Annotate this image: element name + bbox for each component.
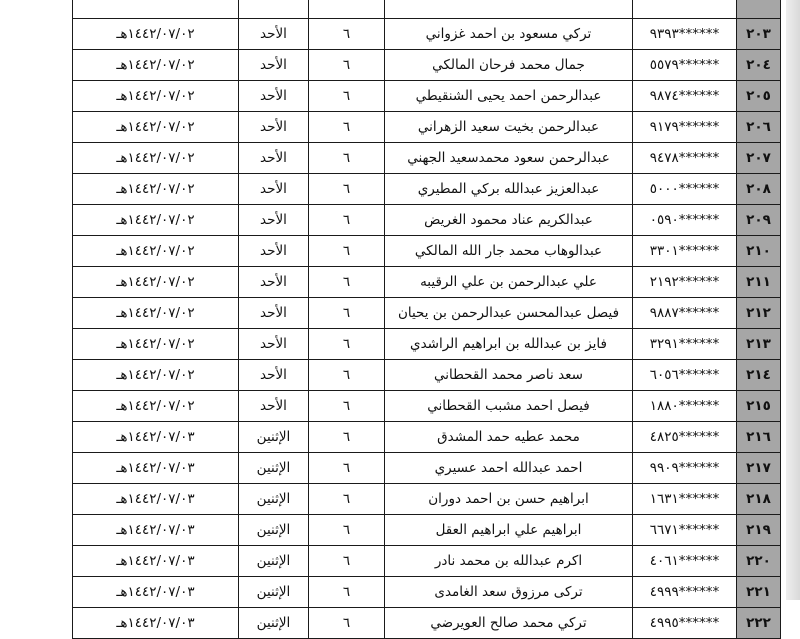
table-row — [73, 236, 781, 267]
trainee-name: اكرم عبدالله بن محمد نادر — [385, 546, 633, 577]
row-number: ٢٠٨ — [737, 174, 781, 205]
trainee-name: فيصل احمد مشبب القحطاني — [385, 391, 633, 422]
period-cell: ٦ — [309, 50, 385, 81]
row-number: ٢١٥ — [737, 391, 781, 422]
date-cell: ١٤٤٢/٠٧/٠٢هـ — [73, 81, 239, 112]
period-cell: ٦ — [309, 546, 385, 577]
trainee-name: عبدالكريم عناد محمود الغريض — [385, 205, 633, 236]
trainee-name: تركي محمد صالح العويرضي — [385, 608, 633, 639]
table-row — [73, 143, 781, 174]
table-row — [73, 50, 781, 81]
date-cell: ١٤٤٢/٠٧/٠٢هـ — [73, 360, 239, 391]
table-row — [73, 81, 781, 112]
id-number: ******٤٨٢٥ — [633, 422, 737, 453]
id-number: ******٩٨٨٧ — [633, 298, 737, 329]
row-number: ٢٢٢ — [737, 608, 781, 639]
row-number: ٢٠٥ — [737, 81, 781, 112]
trainee-name — [385, 0, 633, 19]
table-row — [73, 329, 781, 360]
id-number: ******٣٢٩١ — [633, 329, 737, 360]
period-cell: ٦ — [309, 267, 385, 298]
period-cell: ٦ — [309, 453, 385, 484]
table-row — [73, 422, 781, 453]
trainee-name: فايز بن عبدالله بن ابراهيم الراشدي — [385, 329, 633, 360]
day-cell: الأحد — [239, 360, 309, 391]
id-number: ******٩٤٧٨ — [633, 143, 737, 174]
trainee-name: عبدالوهاب محمد جار الله المالكي — [385, 236, 633, 267]
row-number: ٢١٩ — [737, 515, 781, 546]
day-cell — [239, 0, 309, 19]
table-row — [73, 484, 781, 515]
row-number: ٢١٦ — [737, 422, 781, 453]
row-number: ٢٠٩ — [737, 205, 781, 236]
trainee-name: عبدالعزيز عبدالله بركي المطيري — [385, 174, 633, 205]
day-cell: الإثنين — [239, 484, 309, 515]
trainee-name: احمد عبدالله احمد عسيري — [385, 453, 633, 484]
date-cell: ١٤٤٢/٠٧/٠٢هـ — [73, 205, 239, 236]
id-number — [633, 0, 737, 19]
row-number: ٢١٠ — [737, 236, 781, 267]
page-edge — [786, 0, 800, 600]
date-cell: ١٤٤٢/٠٧/٠٢هـ — [73, 236, 239, 267]
period-cell: ٦ — [309, 143, 385, 174]
period-cell: ٦ — [309, 298, 385, 329]
date-cell: ١٤٤٢/٠٧/٠٢هـ — [73, 143, 239, 174]
day-cell: الأحد — [239, 298, 309, 329]
row-number: ٢٠٦ — [737, 112, 781, 143]
trainee-name: محمد عطيه حمد المشدق — [385, 422, 633, 453]
day-cell: الأحد — [239, 50, 309, 81]
date-cell: ١٤٤٢/٠٧/٠٢هـ — [73, 50, 239, 81]
day-cell: الأحد — [239, 267, 309, 298]
period-cell: ٦ — [309, 329, 385, 360]
day-cell: الأحد — [239, 205, 309, 236]
id-number: ******١٦٣١ — [633, 484, 737, 515]
table-row — [73, 453, 781, 484]
table-row — [73, 391, 781, 422]
id-number: ******٤٠٦١ — [633, 546, 737, 577]
roster-table — [72, 0, 781, 639]
row-number: ٢٢١ — [737, 577, 781, 608]
trainee-name: ابراهيم حسن بن احمد دوران — [385, 484, 633, 515]
id-number: ******٢١٩٢ — [633, 267, 737, 298]
table-row — [73, 298, 781, 329]
trainee-name: تركى مرزوق سعد الغامدى — [385, 577, 633, 608]
date-cell: ١٤٤٢/٠٧/٠٢هـ — [73, 112, 239, 143]
id-number: ******٩١٧٩ — [633, 112, 737, 143]
row-number: ٢١١ — [737, 267, 781, 298]
date-cell: ١٤٤٢/٠٧/٠٢هـ — [73, 329, 239, 360]
table-row — [73, 174, 781, 205]
table-row — [73, 0, 781, 19]
id-number: ******١٨٨٠ — [633, 391, 737, 422]
date-cell: ١٤٤٢/٠٧/٠٣هـ — [73, 608, 239, 639]
trainee-name: عبدالرحمن بخيت سعيد الزهراني — [385, 112, 633, 143]
table-row — [73, 577, 781, 608]
period-cell: ٦ — [309, 515, 385, 546]
day-cell: الأحد — [239, 112, 309, 143]
id-number: ******٩٨٧٤ — [633, 81, 737, 112]
table-row — [73, 515, 781, 546]
id-number: ******٦٠٥٦ — [633, 360, 737, 391]
table-row — [73, 546, 781, 577]
period-cell: ٦ — [309, 360, 385, 391]
trainee-name: عبدالرحمن سعود محمدسعيد الجهني — [385, 143, 633, 174]
period-cell: ٦ — [309, 112, 385, 143]
period-cell: ٦ — [309, 81, 385, 112]
date-cell — [73, 0, 239, 19]
trainee-name: تركي مسعود بن احمد غزواني — [385, 19, 633, 50]
date-cell: ١٤٤٢/٠٧/٠٣هـ — [73, 546, 239, 577]
date-cell: ١٤٤٢/٠٧/٠٢هـ — [73, 174, 239, 205]
period-cell: ٦ — [309, 422, 385, 453]
day-cell: الإثنين — [239, 577, 309, 608]
period-cell — [309, 0, 385, 19]
date-cell: ١٤٤٢/٠٧/٠٢هـ — [73, 267, 239, 298]
day-cell: الإثنين — [239, 608, 309, 639]
date-cell: ١٤٤٢/٠٧/٠٢هـ — [73, 391, 239, 422]
date-cell: ١٤٤٢/٠٧/٠٣هـ — [73, 484, 239, 515]
row-number: ٢١٣ — [737, 329, 781, 360]
period-cell: ٦ — [309, 205, 385, 236]
period-cell: ٦ — [309, 236, 385, 267]
row-number: ٢١٨ — [737, 484, 781, 515]
table-row — [73, 360, 781, 391]
day-cell: الأحد — [239, 174, 309, 205]
date-cell: ١٤٤٢/٠٧/٠٣هـ — [73, 577, 239, 608]
trainee-name: علي عبدالرحمن بن علي الرقيبه — [385, 267, 633, 298]
day-cell: الإثنين — [239, 422, 309, 453]
id-number: ******٣٣٠١ — [633, 236, 737, 267]
period-cell: ٦ — [309, 484, 385, 515]
day-cell: الإثنين — [239, 546, 309, 577]
table-row — [73, 608, 781, 639]
row-number: ٢١٤ — [737, 360, 781, 391]
row-number: ٢١٢ — [737, 298, 781, 329]
row-number: ٢٠٧ — [737, 143, 781, 174]
day-cell: الأحد — [239, 391, 309, 422]
day-cell: الأحد — [239, 81, 309, 112]
trainee-name: ابراهيم علي ابراهيم العقل — [385, 515, 633, 546]
date-cell: ١٤٤٢/٠٧/٠٣هـ — [73, 515, 239, 546]
period-cell: ٦ — [309, 174, 385, 205]
row-number — [737, 0, 781, 19]
day-cell: الأحد — [239, 143, 309, 174]
id-number: ******٥٠٠٠ — [633, 174, 737, 205]
id-number: ******٠٥٩٠ — [633, 205, 737, 236]
day-cell: الإثنين — [239, 515, 309, 546]
date-cell: ١٤٤٢/٠٧/٠٢هـ — [73, 19, 239, 50]
period-cell: ٦ — [309, 391, 385, 422]
period-cell: ٦ — [309, 577, 385, 608]
table-row — [73, 112, 781, 143]
id-number: ******٩٣٩٣ — [633, 19, 737, 50]
table-row — [73, 19, 781, 50]
id-number: ******٤٩٩٩ — [633, 577, 737, 608]
period-cell: ٦ — [309, 19, 385, 50]
roster-body — [73, 0, 781, 639]
trainee-name: سعد ناصر محمد القحطاني — [385, 360, 633, 391]
trainee-name: فيصل عبدالمحسن عبدالرحمن بن يحيان — [385, 298, 633, 329]
row-number: ٢٠٣ — [737, 19, 781, 50]
id-number: ******٥٥٧٩ — [633, 50, 737, 81]
day-cell: الأحد — [239, 19, 309, 50]
table-row — [73, 205, 781, 236]
date-cell: ١٤٤٢/٠٧/٠٢هـ — [73, 298, 239, 329]
id-number: ******٤٩٩٥ — [633, 608, 737, 639]
id-number: ******٩٩٠٩ — [633, 453, 737, 484]
trainee-name: جمال محمد فرحان المالكي — [385, 50, 633, 81]
trainee-name: عبدالرحمن احمد يحيى الشنقيطي — [385, 81, 633, 112]
period-cell: ٦ — [309, 608, 385, 639]
id-number: ******٦٦٧١ — [633, 515, 737, 546]
date-cell: ١٤٤٢/٠٧/٠٣هـ — [73, 422, 239, 453]
table-row — [73, 267, 781, 298]
day-cell: الأحد — [239, 236, 309, 267]
day-cell: الإثنين — [239, 453, 309, 484]
row-number: ٢٢٠ — [737, 546, 781, 577]
row-number: ٢٠٤ — [737, 50, 781, 81]
day-cell: الأحد — [239, 329, 309, 360]
date-cell: ١٤٤٢/٠٧/٠٣هـ — [73, 453, 239, 484]
row-number: ٢١٧ — [737, 453, 781, 484]
